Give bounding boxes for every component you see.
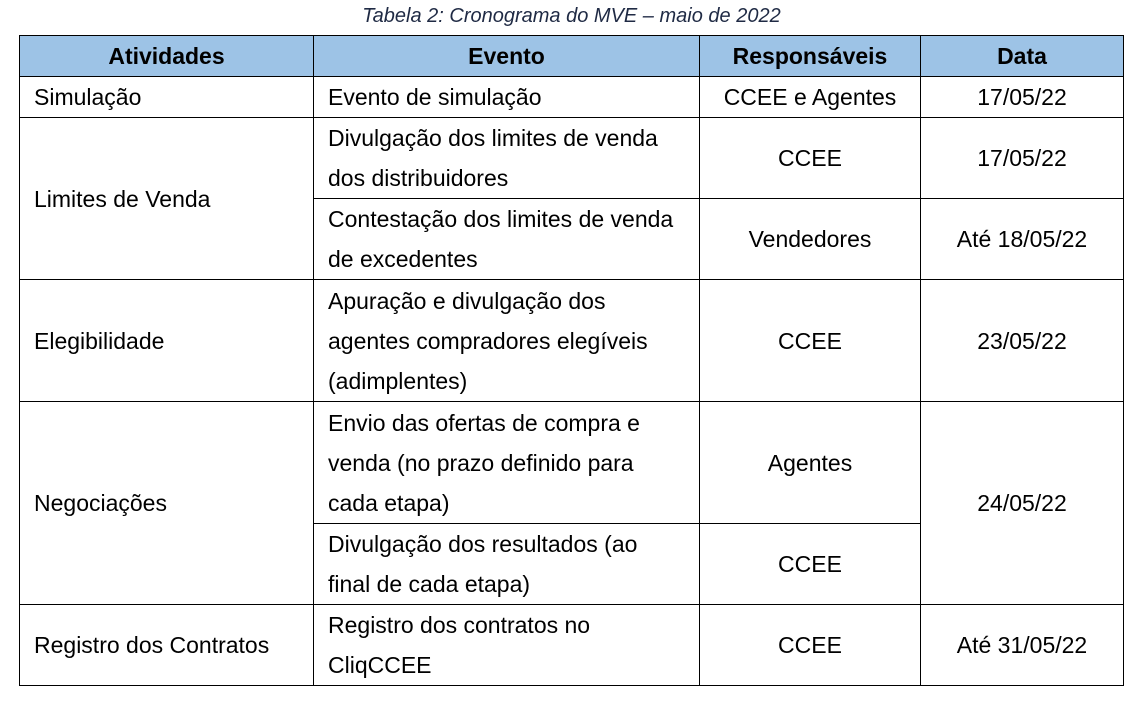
schedule-table xyxy=(19,35,1124,686)
date-cell: 24/05/22 xyxy=(921,402,1124,605)
event-cell: Envio das ofertas de compra e venda (no prazo definido para cada etapa) xyxy=(314,402,700,524)
responsible-cell: CCEE xyxy=(700,605,921,686)
event-cell: Divulgação dos limites de venda dos distribuidores xyxy=(314,118,700,199)
event-cell: Registro dos contratos no CliqCCEE xyxy=(314,605,700,686)
activity-cell: Elegibilidade xyxy=(20,280,314,402)
header-row xyxy=(20,36,1124,77)
date-cell: 23/05/22 xyxy=(921,280,1124,402)
table-caption: Tabela 2: Cronograma do MVE – maio de 2022 xyxy=(362,5,781,27)
header-date: Data xyxy=(921,36,1124,77)
header-event: Evento xyxy=(314,36,700,77)
date-cell: 17/05/22 xyxy=(921,77,1124,118)
activity-cell: Negociações xyxy=(20,402,314,605)
event-cell: Divulgação dos resultados (ao final de cada etapa) xyxy=(314,524,700,605)
event-cell: Evento de simulação xyxy=(314,77,700,118)
header-responsible: Responsáveis xyxy=(700,36,921,77)
table-row xyxy=(20,280,1124,402)
date-cell: 17/05/22 xyxy=(921,118,1124,199)
header-activities: Atividades xyxy=(20,36,314,77)
responsible-cell: CCEE xyxy=(700,524,921,605)
table-row xyxy=(20,402,1124,524)
date-cell: Até 31/05/22 xyxy=(921,605,1124,686)
responsible-cell: Agentes xyxy=(700,402,921,524)
responsible-cell: CCEE e Agentes xyxy=(700,77,921,118)
event-cell: Contestação dos limites de venda de excedentes xyxy=(314,199,700,280)
activity-cell: Registro dos Contratos xyxy=(20,605,314,686)
table-row xyxy=(20,118,1124,199)
table-row xyxy=(20,605,1124,686)
date-cell: Até 18/05/22 xyxy=(921,199,1124,280)
activity-cell: Simulação xyxy=(20,77,314,118)
responsible-cell: Vendedores xyxy=(700,199,921,280)
responsible-cell: CCEE xyxy=(700,280,921,402)
activity-cell: Limites de Venda xyxy=(20,118,314,280)
event-cell: Apuração e divulgação dos agentes compradores elegíveis (adimplentes) xyxy=(314,280,700,402)
responsible-cell: CCEE xyxy=(700,118,921,199)
table-row xyxy=(20,77,1124,118)
